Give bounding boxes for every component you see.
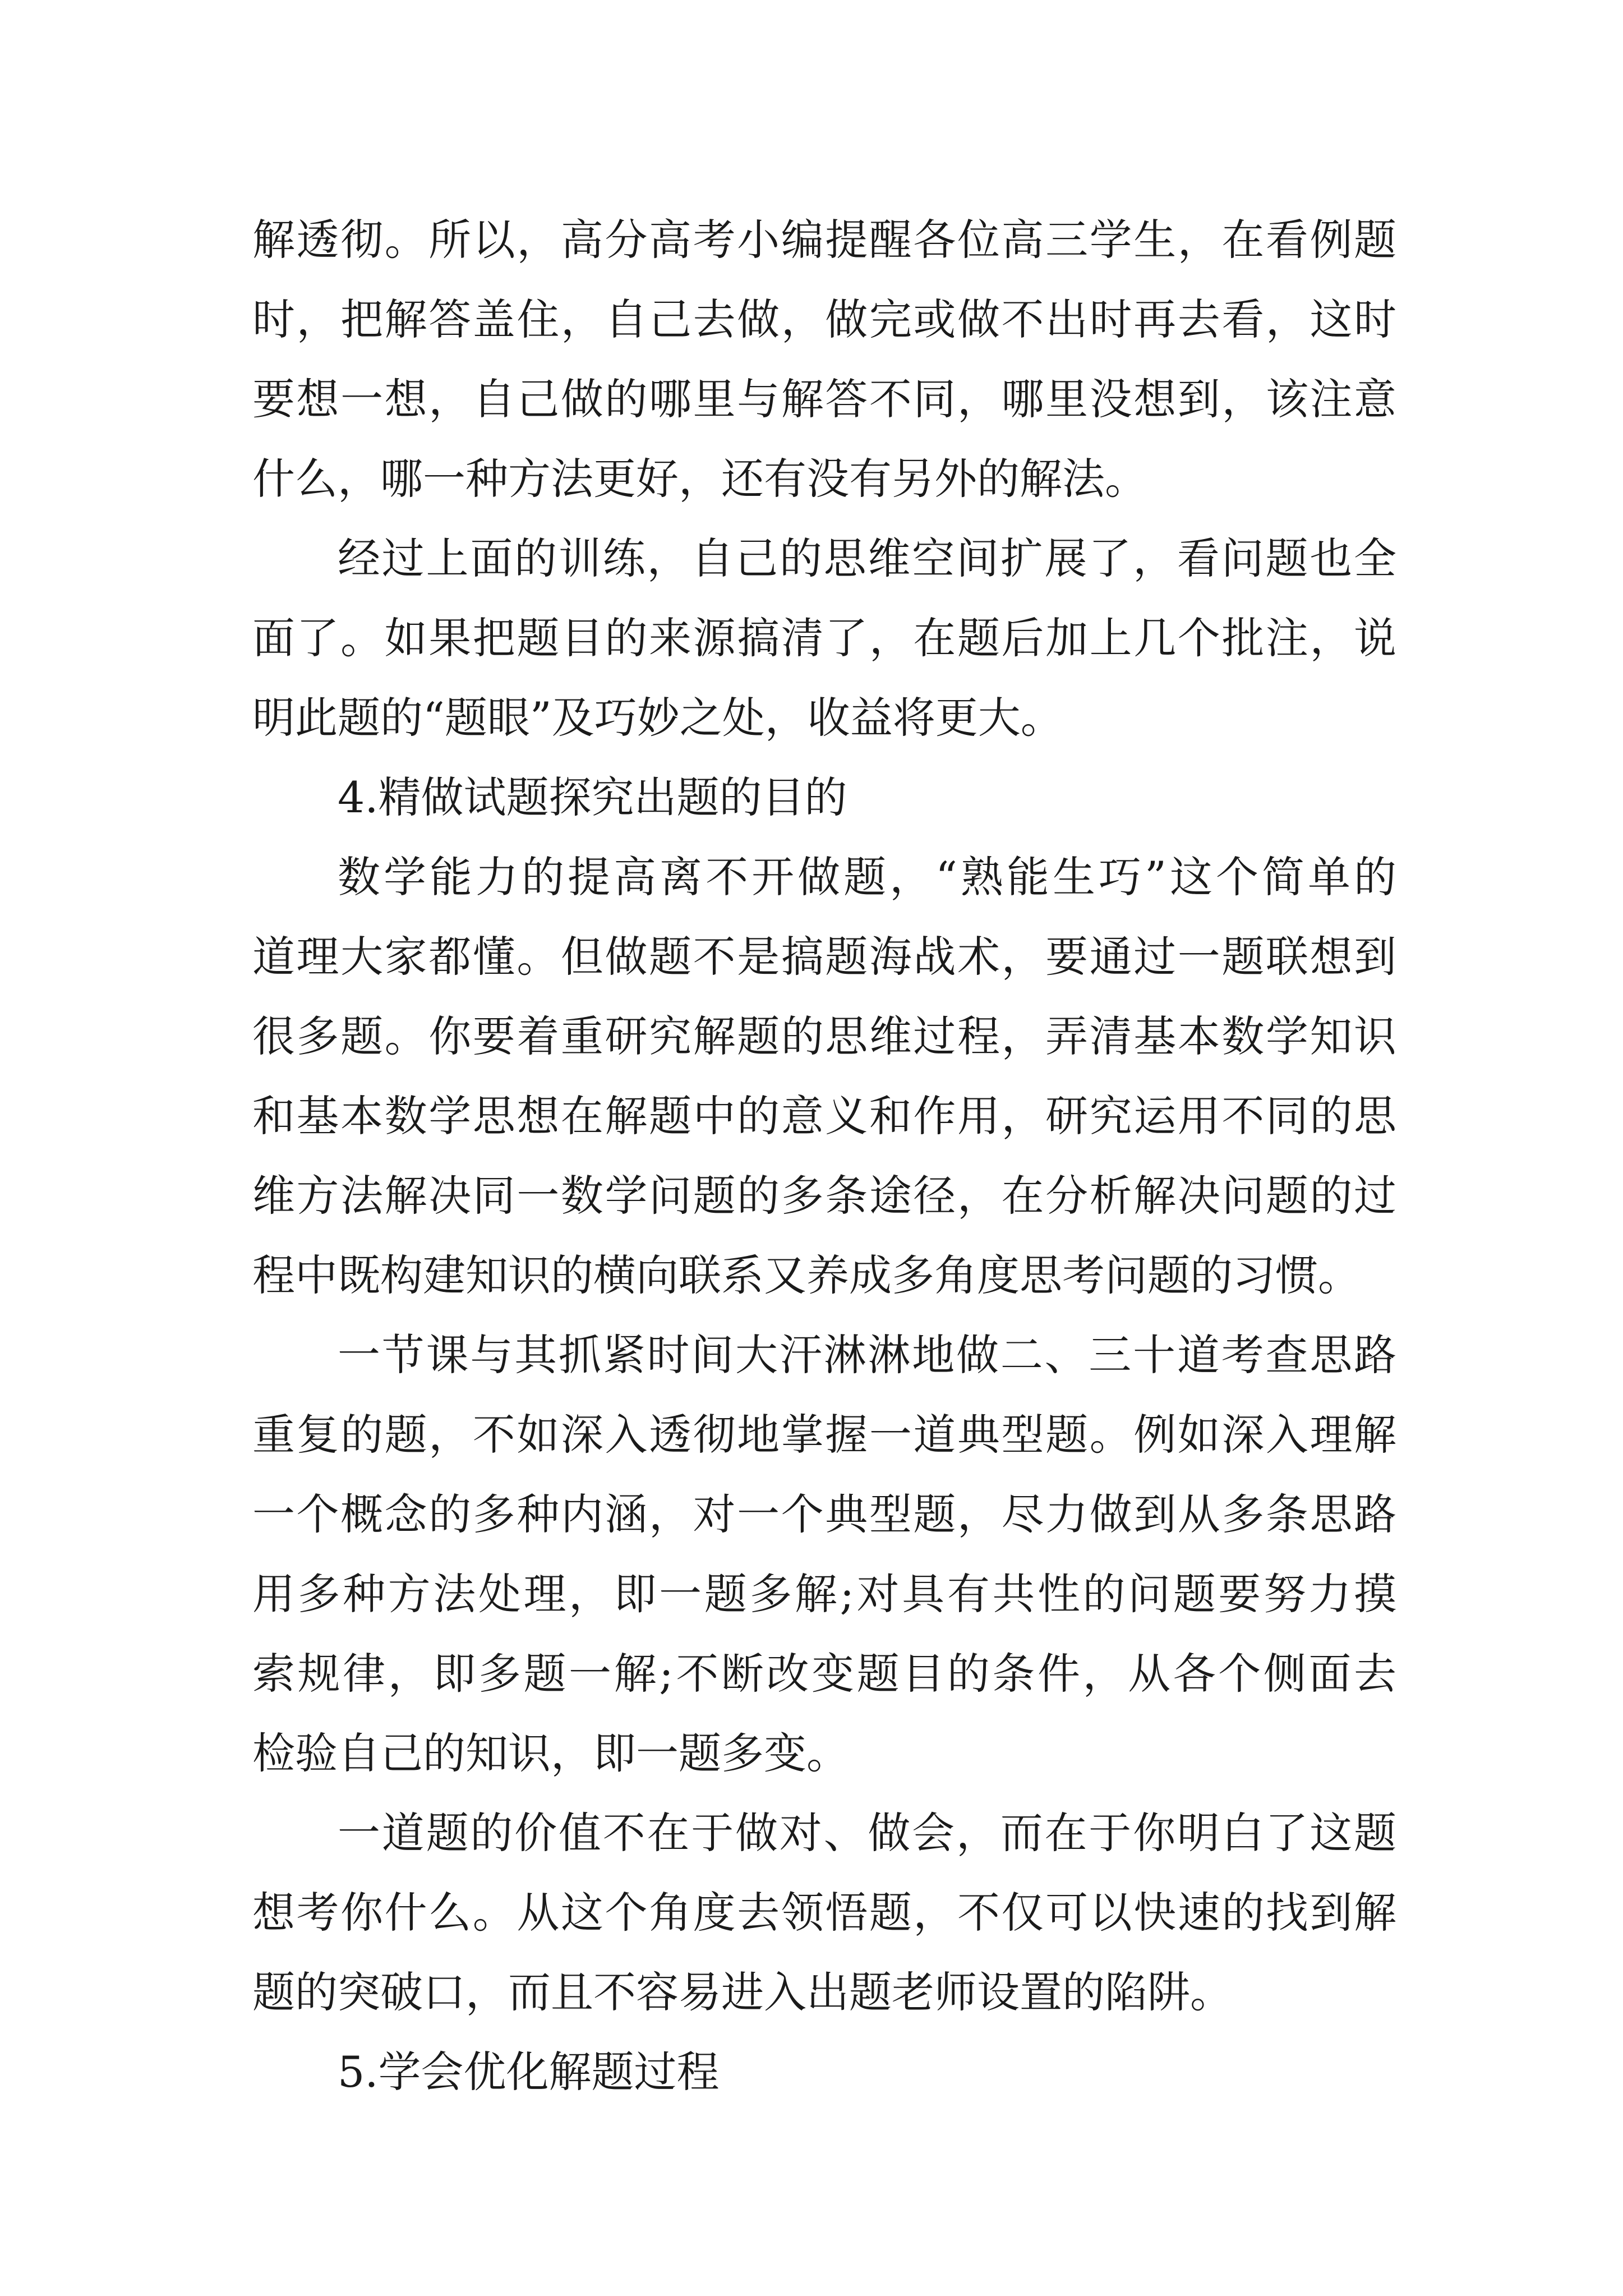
text-line: 时，把解答盖住，自己去做，做完或做不出时再去看，这时 [252,295,1396,344]
paragraph-first-line: 经过上面的训练，自己的思维空间扩展了，看问题也全 [338,533,1396,583]
text-line: 什么，哪一种方法更好，还有没有另外的解法。 [252,454,1147,504]
text-line: 检验自己的知识，即一题多变。 [252,1728,849,1778]
text-line: 一个概念的多种内涵，对一个典型题，尽力做到从多条思路 [252,1489,1396,1539]
section-heading-4: 4.精做试题探究出题的目的 [338,772,847,822]
text-line: 和基本数学思想在解题中的意义和作用，研究运用不同的思 [252,1091,1396,1141]
text-line: 解透彻。所以，高分高考小编提醒各位高三学生，在看例题 [252,215,1396,265]
section-heading-5: 5.学会优化解题过程 [338,2047,720,2097]
text-line: 很多题。你要着重研究解题的思维过程，弄清基本数学知识 [252,1011,1396,1061]
text-line: 索规律，即多题一解;不断改变题目的条件，从各个侧面去 [252,1649,1396,1699]
text-line: 用多种方法处理，即一题多解;对具有共性的问题要努力摸 [252,1569,1396,1619]
text-line: 要想一想，自己做的哪里与解答不同，哪里没想到，该注意 [252,374,1396,424]
paragraph-first-line: 一道题的价值不在于做对、做会，而在于你明白了这题 [338,1808,1396,1858]
text-line: 道理大家都懂。但做题不是搞题海战术，要通过一题联想到 [252,932,1396,982]
text-line: 想考你什么。从这个角度去领悟题，不仅可以快速的找到解 [252,1888,1396,1938]
text-line: 程中既构建知识的横向联系又养成多角度思考问题的习惯。 [252,1250,1361,1300]
text-line: 重复的题，不如深入透彻地掌握一道典型题。例如深入理解 [252,1410,1396,1460]
text-line: 维方法解决同一数学问题的多条途径，在分析解决问题的过 [252,1171,1396,1221]
text-line: 面了。如果把题目的来源搞清了，在题后加上几个批注，说 [252,613,1396,663]
paragraph-first-line: 一节课与其抓紧时间大汗淋淋地做二、三十道考查思路 [338,1330,1396,1380]
text-line: 题的突破口，而且不容易进入出题老师设置的陷阱。 [252,1967,1233,2017]
text-line: 明此题的“题眼”及巧妙之处，收益将更大。 [252,693,1063,743]
paragraph-first-line: 数学能力的提高离不开做题，“熟能生巧”这个简单的 [338,852,1396,902]
